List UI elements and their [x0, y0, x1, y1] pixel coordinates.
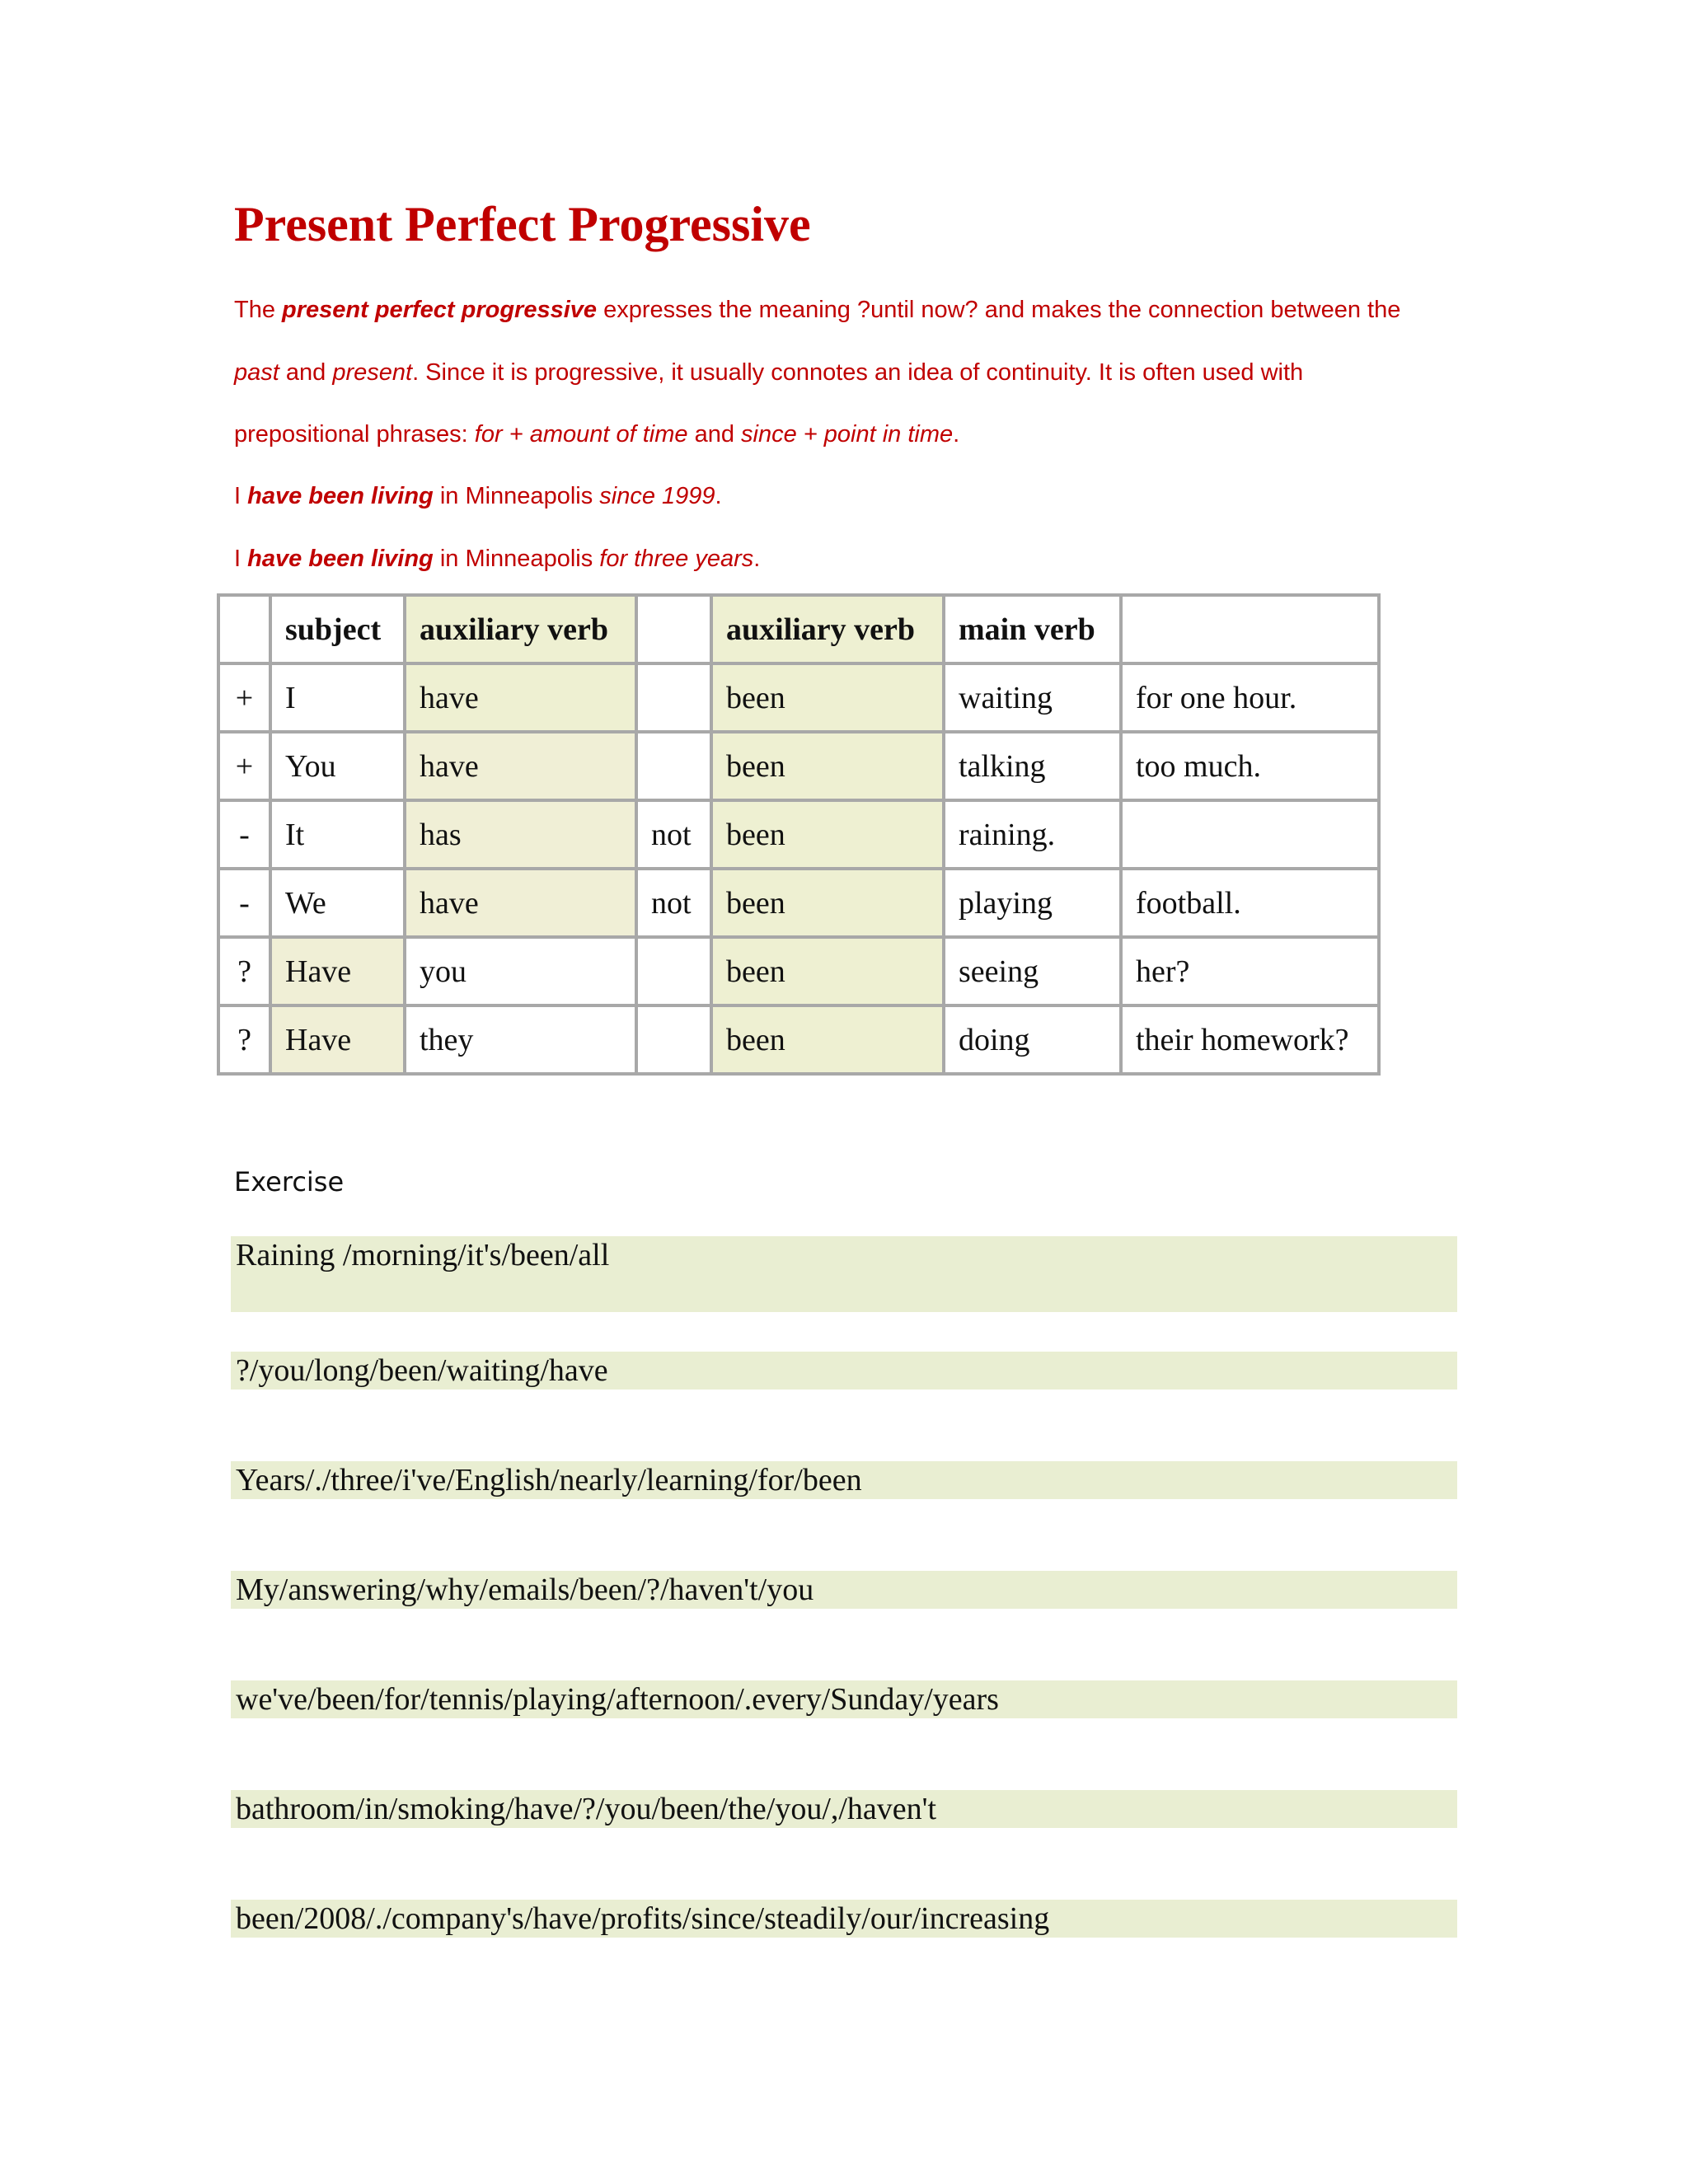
- intro-line-3: [234, 418, 959, 451]
- table-cell: It: [270, 800, 405, 869]
- example-verb: have been living: [247, 546, 434, 572]
- example-text: in Minneapolis: [433, 483, 600, 509]
- table-cell: playing: [944, 869, 1121, 937]
- table-cell: [636, 732, 711, 800]
- table-cell: been: [711, 869, 944, 937]
- table-cell: We: [270, 869, 405, 937]
- example-verb: have been living: [247, 483, 434, 509]
- table-cell: her?: [1121, 937, 1379, 1005]
- table-cell: Have: [270, 937, 405, 1005]
- table-cell: You: [270, 732, 405, 800]
- intro-line-1: [234, 293, 1400, 326]
- page-title: Present Perfect Progressive: [234, 197, 811, 251]
- exercise-item: bathroom/in/smoking/have/?/you/been/the/you/,/haven't: [231, 1790, 1457, 1828]
- example-time: since 1999: [599, 483, 715, 509]
- intro-text: . Since it is progressive, it usually connotes an idea of continuity. It is often used with: [412, 359, 1304, 386]
- table-cell: [636, 1005, 711, 1074]
- table-row: [218, 800, 1379, 869]
- table-cell: I: [270, 663, 405, 732]
- example-text: .: [715, 483, 722, 509]
- table-cell: -: [218, 800, 270, 869]
- table-cell: +: [218, 663, 270, 732]
- exercise-item: Raining /morning/it's/been/all: [231, 1236, 1457, 1312]
- table-cell: not: [636, 800, 711, 869]
- intro-text: and: [687, 421, 742, 448]
- intro-past: past: [234, 359, 279, 386]
- table-cell: football.: [1121, 869, 1379, 937]
- intro-line-2: [234, 356, 1303, 389]
- example-time: for three years: [599, 546, 754, 572]
- table-header-cell: [1121, 595, 1379, 663]
- table-header-cell: [218, 595, 270, 663]
- example-text: .: [753, 546, 761, 572]
- intro-text: .: [953, 421, 960, 448]
- intro-for-phrase: for + amount of time: [474, 421, 688, 448]
- exercise-item: we've/been/for/tennis/playing/afternoon/.every/Sunday/years: [231, 1680, 1457, 1718]
- table-row: [218, 732, 1379, 800]
- intro-text: and: [279, 359, 333, 386]
- table-cell: ?: [218, 937, 270, 1005]
- table-cell: doing: [944, 1005, 1121, 1074]
- table-header-cell: auxiliary verb: [711, 595, 944, 663]
- table-cell: waiting: [944, 663, 1121, 732]
- exercise-label: Exercise: [234, 1166, 345, 1197]
- table-cell: their homework?: [1121, 1005, 1379, 1074]
- table-row: [218, 937, 1379, 1005]
- table-header-cell: [636, 595, 711, 663]
- table-cell: been: [711, 800, 944, 869]
- table-cell: they: [405, 1005, 636, 1074]
- table-header-row: [218, 595, 1379, 663]
- table-cell: been: [711, 732, 944, 800]
- table-cell: seeing: [944, 937, 1121, 1005]
- table-cell: ?: [218, 1005, 270, 1074]
- intro-text: prepositional phrases:: [234, 421, 475, 448]
- example-subject: I: [234, 483, 248, 509]
- table-header-cell: subject: [270, 595, 405, 663]
- table-cell: have: [405, 732, 636, 800]
- exercise-item: My/answering/why/emails/been/?/haven't/you: [231, 1571, 1457, 1609]
- table-cell: [1121, 800, 1379, 869]
- table-row: [218, 663, 1379, 732]
- table-cell: [636, 937, 711, 1005]
- table-cell: raining.: [944, 800, 1121, 869]
- table-cell: too much.: [1121, 732, 1379, 800]
- table-cell: been: [711, 937, 944, 1005]
- table-cell: -: [218, 869, 270, 937]
- example-subject: I: [234, 546, 248, 572]
- intro-since-phrase: since + point in time: [741, 421, 954, 448]
- example-sentence: [234, 542, 760, 575]
- exercise-item: been/2008/./company's/have/profits/since/steadily/our/increasing: [231, 1900, 1457, 1938]
- intro-present: present: [332, 359, 413, 386]
- table-row: [218, 1005, 1379, 1074]
- table-cell: has: [405, 800, 636, 869]
- intro-term: present perfect progressive: [282, 297, 598, 323]
- table-cell: for one hour.: [1121, 663, 1379, 732]
- table-header-cell: main verb: [944, 595, 1121, 663]
- intro-text: The: [234, 297, 283, 323]
- intro-text: expresses the meaning ?until now? and makes the connection between the: [597, 297, 1401, 323]
- table-cell: Have: [270, 1005, 405, 1074]
- table-cell: have: [405, 663, 636, 732]
- table-cell: have: [405, 869, 636, 937]
- table-cell: [636, 663, 711, 732]
- table-cell: not: [636, 869, 711, 937]
- table-cell: you: [405, 937, 636, 1005]
- table-cell: talking: [944, 732, 1121, 800]
- table-cell: been: [711, 1005, 944, 1074]
- example-text: in Minneapolis: [433, 546, 600, 572]
- table-header-cell: auxiliary verb: [405, 595, 636, 663]
- conjugation-table: [217, 593, 1381, 1076]
- exercise-item: ?/you/long/been/waiting/have: [231, 1352, 1457, 1390]
- table-cell: been: [711, 663, 944, 732]
- example-sentence: [234, 480, 722, 513]
- table-cell: +: [218, 732, 270, 800]
- exercise-item: Years/./three/i've/English/nearly/learning/for/been: [231, 1461, 1457, 1499]
- table-row: [218, 869, 1379, 937]
